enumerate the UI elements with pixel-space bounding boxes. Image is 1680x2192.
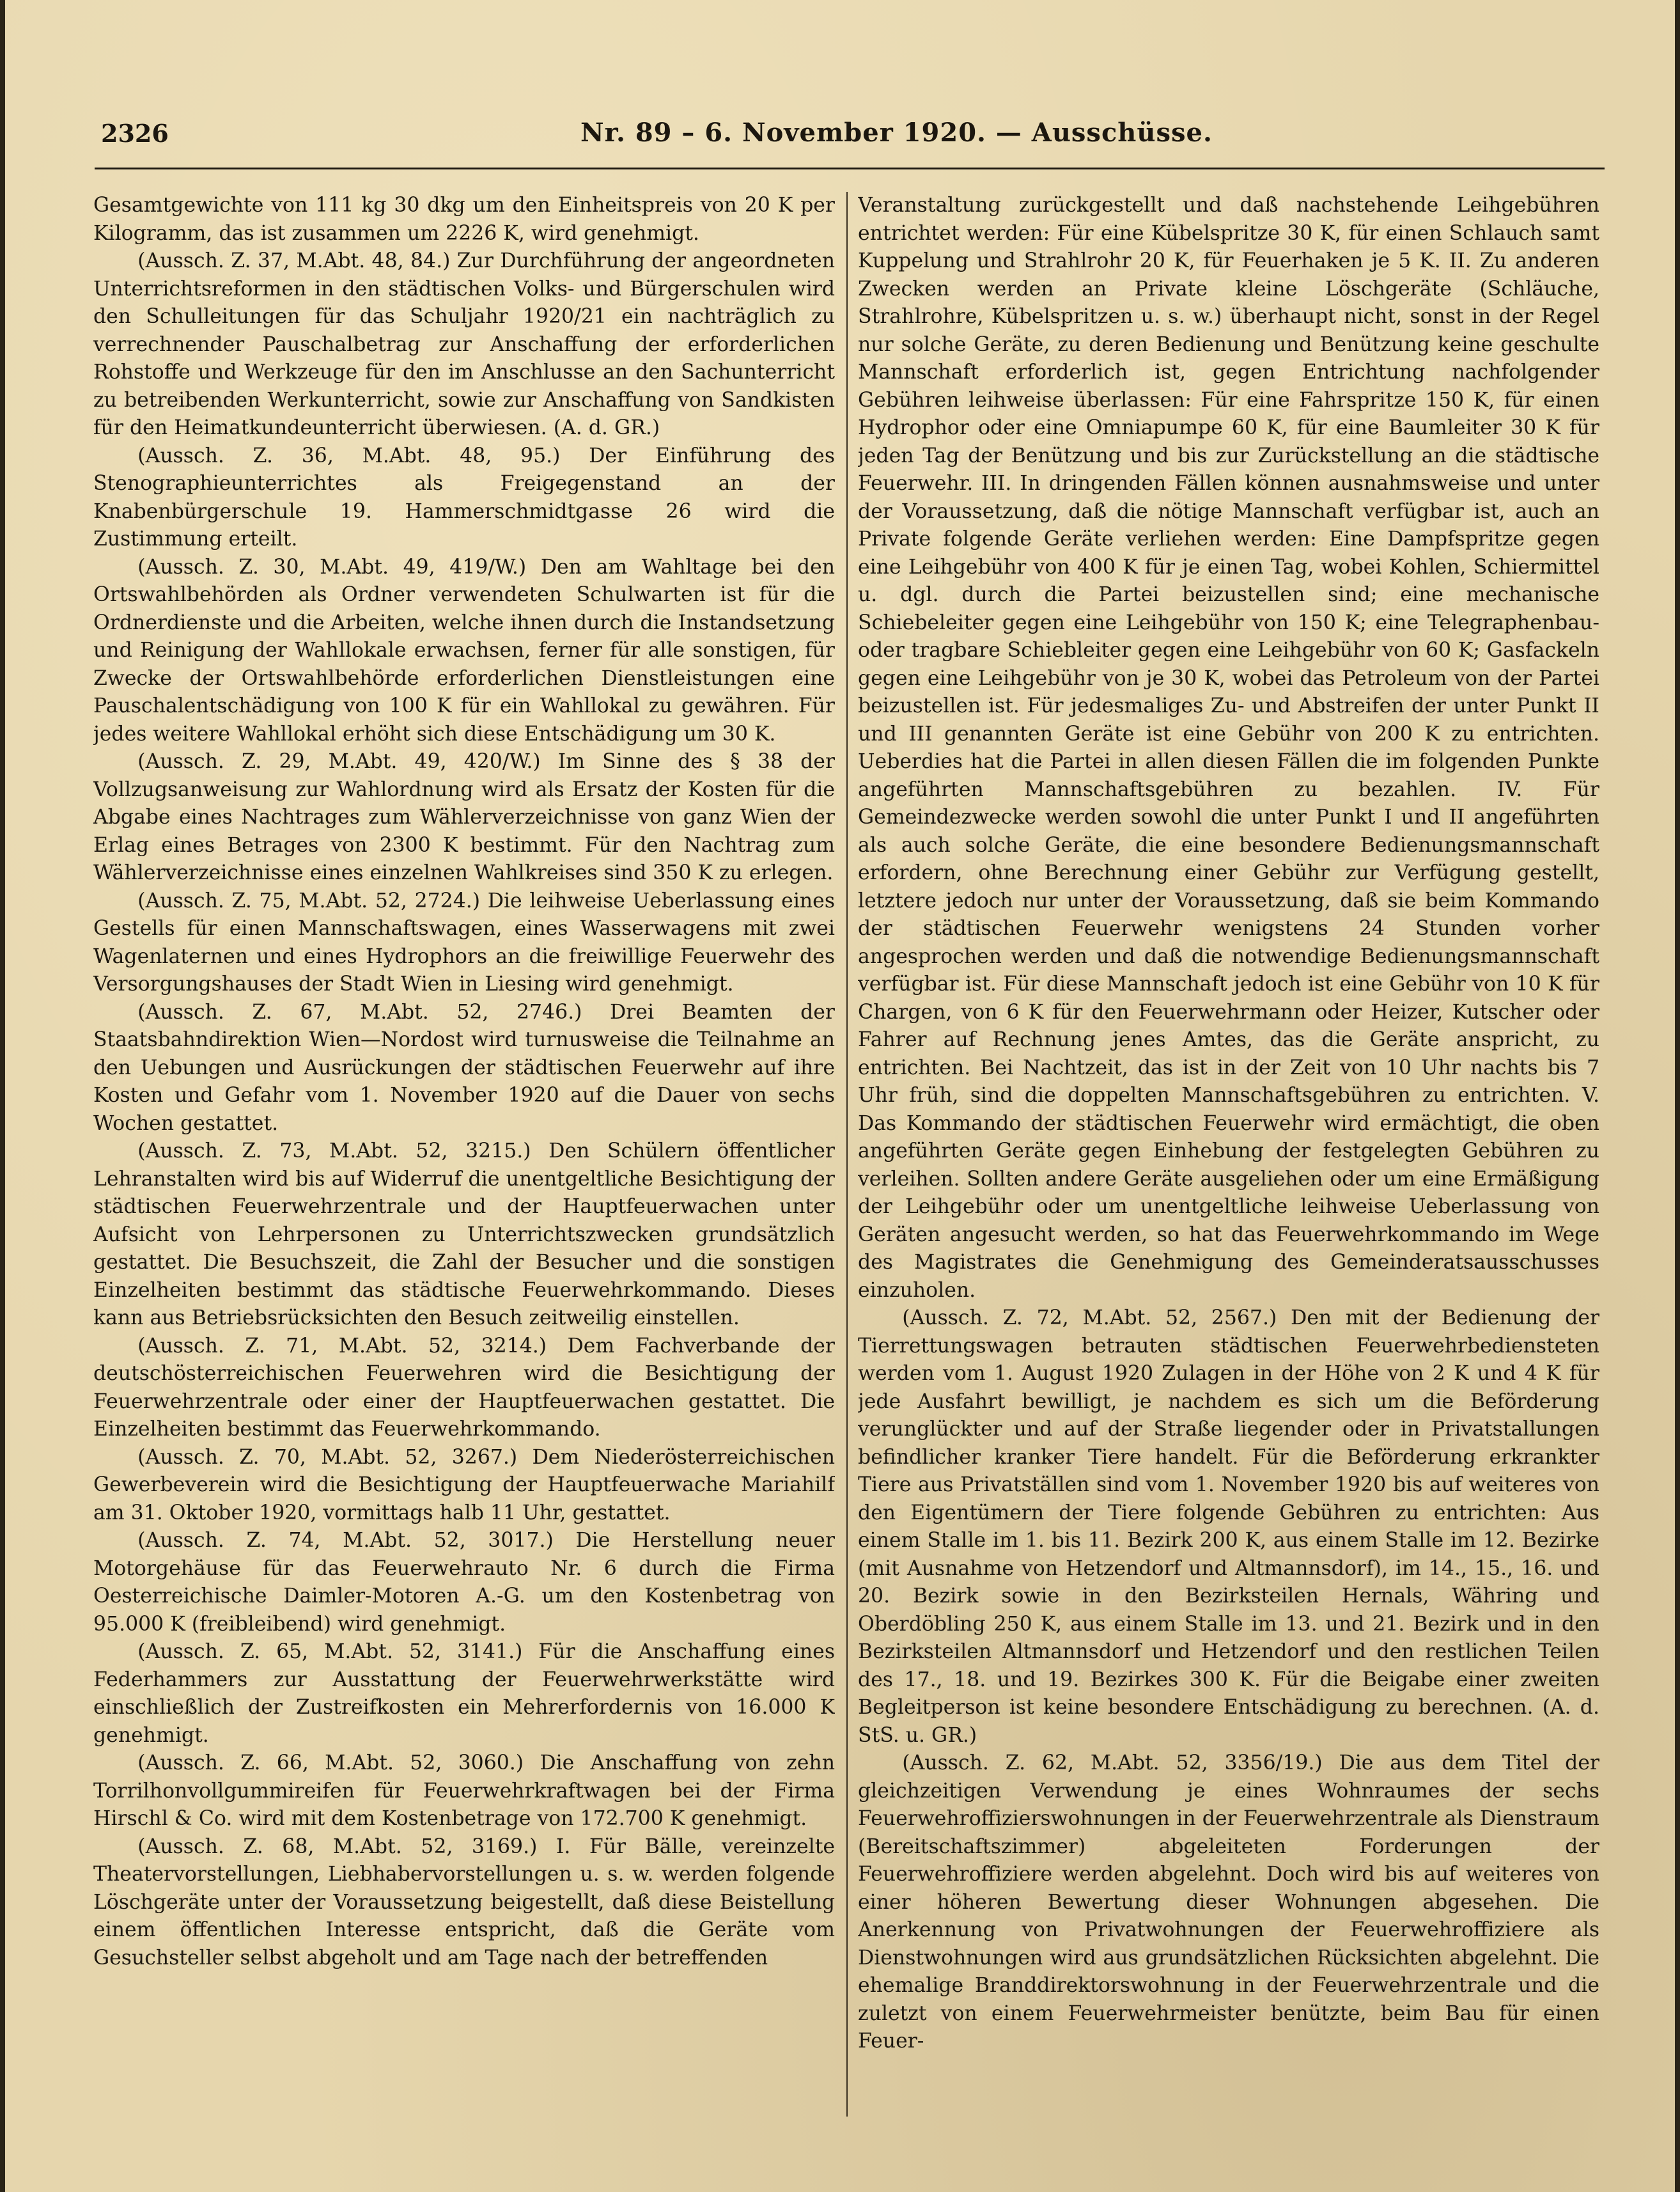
paragraph: (Aussch. Z. 73, M.Abt. 52, 3215.) Den Schülern öffentlicher Lehranstalten wird bis auf Widerruf die unentgeltliche Besichtigung der städtischen Feuerwehrzentrale und der Hauptfeuerwachen unter Aufsicht von Lehrpersonen zu Unterrichtszwecken grundsätzlich gestattet. Die Besuchszeit, die Zahl der Besucher und die sonstigen Einzelheiten bestimmt das städtische Feuerwehrkommando. Dieses kann aus Betriebsrücksichten den Besuch zeitweilig einstellen. (93, 1139, 835, 1329)
page-header (95, 115, 1605, 160)
running-head: Nr. 89 – 6. November 1920. — Ausschüsse. (580, 118, 1213, 148)
paragraph: Gesamtgewichte von 111 kg 30 dkg um den Einheitspreis von 20 K per Kilogramm, das ist zusammen um 2226 K, wird genehmigt. (93, 194, 835, 245)
paragraph: (Aussch. Z. 36, M.Abt. 48, 95.) Der Einführung des Stenographieunterrichtes als Freigegenstand an der Knabenbürgerschule 19. Hammerschmidtgasse 26 wird die Zustimmung erteilt. (93, 444, 835, 551)
paragraph: (Aussch. Z. 30, M.Abt. 49, 419/W.) Den am Wahltage bei den Ortswahlbehörden als Ordner verwendeten Schulwarten ist für die Ordnerdienste und die Arbeiten, welche ihnen durch die Instandsetzung und Reinigung der Wahllokale erwachsen, ferner für alle sonstigen, für Zwecke der Ortswahlbehörde erforderlichen Dienstleistungen eine Pauschalentschädigung von 100 K für ein Wahllokal zu gewähren. Für jedes weitere Wahllokal erhöht sich diese Entschädigung um 30 K. (93, 555, 835, 746)
newspaper-page (5, 0, 1675, 2192)
paragraph: (Aussch. Z. 29, M.Abt. 49, 420/W.) Im Sinne des § 38 der Vollzugsanweisung zur Wahlordnung wird als Ersatz der Kosten für die Abgabe eines Nachtrages zum Wählerverzeichnisse von ganz Wien der Erlag eines Betrages von 2300 K bestimmt. Für den Nachtrag zum Wählerverzeichnisse eines einzelnen Wahlkreises sind 350 K zu erlegen. (93, 750, 835, 884)
paragraph: (Aussch. Z. 37, M.Abt. 48, 84.) Zur Durchführung der angeordneten Unterrichtsreformen in den städtischen Volks- und Bürgerschulen wird den Schulleitungen für das Schuljahr 1920/21 ein nachträglich zu verrechnender Pauschalbetrag zur Anschaffung der erforderlichen Rohstoffe und Werkzeuge für den im Anschlusse an den Sachunterricht zu betreibenden Werkunterricht, sowie zur Anschaffung von Sandkisten für den Heimatkundeunterricht überwiesen. (A. d. GR.) (93, 249, 835, 439)
paragraph: (Aussch. Z. 75, M.Abt. 52, 2724.) Die leihweise Ueberlassung eines Gestells für einen Mannschaftswagen, eines Wasserwagens mit zwei Wagenlaternen und eines Hydrophors an die freiwillige Feuerwehr des Versorgungshauses der Stadt Wien in Liesing wird genehmigt. (93, 889, 835, 996)
paragraph: (Aussch. Z. 72, M.Abt. 52, 2567.) Den mit der Bedienung der Tierrettungswagen betrauten städtischen Feuerwehrbediensteten werden vom 1. August 1920 Zulagen in der Höhe von 2 K und 4 K für jede Ausfahrt bewilligt, je nachdem es sich um die Beförderung verunglückter und auf der Straße liegender oder in Privatstallungen befindlicher kranker Tiere handelt. Für die Beförderung erkrankter Tiere aus Privatställen sind vom 1. November 1920 bis auf weiteres von den Eigentümern der Tiere folgende Gebühren zu entrichten: Aus einem Stalle im 1. bis 11. Bezirk 200 K, aus einem Stalle im 12. Bezirke (mit Ausnahme von Hetzendorf und Altmannsdorf), im 14., 15., 16. und 20. Bezirk sowie in den Bezirksteilen Hernals, Währing und Oberdöbling 250 K, aus einem Stalle im 13. und 21. Bezirk und in den Bezirksteilen Altmannsdorf und Hetzendorf und den restlichen Teilen des 17., 18. und 19. Bezirkes 300 K. Für die Beigabe einer zweiten Begleitperson ist keine besondere Entschädigung zu berechnen. (A. d. StS. u. GR.) (858, 1306, 1599, 1747)
left-column (93, 192, 835, 2129)
paragraph: (Aussch. Z. 70, M.Abt. 52, 3267.) Dem Niederösterreichischen Gewerbeverein wird die Besichtigung der Hauptfeuerwache Mariahilf am 31. Oktober 1920, vormittags halb 11 Uhr, gestattet. (93, 1445, 835, 1524)
paragraph: Veranstaltung zurückgestellt und daß nachstehende Leihgebühren entrichtet werden: Für eine Kübelspritze 30 K, für einen Schlauch samt Kuppelung und Strahlrohr 20 K, für Feuerhaken je 5 K. II. Zu anderen Zwecken werden an Private kleine Löschgeräte (Schläuche, Strahlrohre, Kübelspritzen u. s. w.) überhaupt nicht, sonst in der Regel nur solche Geräte, zu deren Bedienung und Benützung keine geschulte Mannschaft erforderlich ist, gegen Entrichtung nachfolgender Gebühren leihweise überlassen: Für eine Fahrspritze 150 K, für einen Hydrophor oder eine Omniapumpe 60 K, für eine Baumleiter 30 K für jeden Tag der Benützung und bis zur Zurückstellung an die städtische Feuerwehr. III. In dringenden Fällen können ausnahmsweise und unter der Voraussetzung, daß die nötige Mannschaft verfügbar ist, auch an Private folgende Geräte verliehen werden: Eine Dampfspritze gegen eine Leihgebühr von 400 K für je einen Tag, wobei Kohlen, Schiermittel u. dgl. durch die Partei beizustellen sind; eine mechanische Schiebeleiter gegen eine Leihgebühr von 150 K; eine Telegraphenbau- oder tragbare Schiebleiter gegen eine Leihgebühr von 60 K; Gasfackeln gegen eine Leihgebühr von je 30 K, wobei das Petroleum von der Partei beizustellen ist. Für jedesmaliges Zu- und Abstreifen der unter Punkt II und III genannten Geräte ist eine Gebühr von 200 K zu entrichten. Ueberdies hat die Partei in allen diesen Fällen die im folgenden Punkte angeführten Mannschaftsgebühren zu bezahlen. IV. Für Gemeindezwecke werden sowohl die unter Punkt I und II angeführten als auch solche Geräte, die eine besondere Bedienungsmannschaft erfordern, ohne Berechnung einer Gebühr zur Verfügung gestellt, letztere jedoch nur unter der Voraussetzung, daß sie beim Kommando der städtischen Feuerwehr wenigstens 24 Stunden vorher angesprochen werden und daß die notwendige Bedienungsmannschaft verfügbar ist. Für diese Mannschaft jedoch ist eine Gebühr von 10 K für Chargen, von 6 K für den Feuerwehrmann oder Heizer, Kutscher oder Fahrer auf Rechnung jenes Amtes, das die Geräte anspricht, zu entrichten. Bei Nachtzeit, das ist in der Zeit von 10 Uhr nachts bis 7 Uhr früh, sind die doppelten Mannschaftsgebühren zu entrichten. V. Das Kommando der städtischen Feuerwehr wird ermächtigt, die oben angeführten Geräte gegen Einhebung der festgelegten Gebühren zu verleihen. Sollten andere Geräte ausgeliehen oder um eine Ermäßigung der Leihgebühr oder um unentgeltliche leihweise Ueberlassung von Geräten angesucht werden, so hat das Feuerwehrkommando im Wege des Magistrates die Genehmigung des Gemeinderatsausschusses einzuholen. (858, 194, 1599, 1302)
right-column (858, 192, 1599, 2129)
paragraph: (Aussch. Z. 67, M.Abt. 52, 2746.) Drei Beamten der Staatsbahndirektion Wien—Nordost wird turnusweise die Teilnahme an den Uebungen und Ausrückungen der städtischen Feuerwehr auf ihre Kosten und Gefahr vom 1. November 1920 auf die Dauer von sechs Wochen gestattet. (93, 1000, 835, 1135)
paragraph: (Aussch. Z. 66, M.Abt. 52, 3060.) Die Anschaffung von zehn Torrilhonvollgummireifen für Feuerwehrkraftwagen bei der Firma Hirschl & Co. wird mit dem Kostenbetrage von 172.700 K genehmigt. (93, 1751, 835, 1830)
header-rule (95, 168, 1605, 169)
paragraph: (Aussch. Z. 68, M.Abt. 52, 3169.) I. Für Bälle, vereinzelte Theatervorstellungen, Liebhabervorstellungen u. s. w. werden folgende Löschgeräte unter der Voraussetzung beigestellt, daß diese Beistellung einem öffentlichen Interesse entspricht, daß die Geräte vom Gesuchsteller selbst abgeholt und am Tage nach der betreffenden (93, 1835, 835, 1969)
paragraph: (Aussch. Z. 74, M.Abt. 52, 3017.) Die Herstellung neuer Motorgehäuse für das Feuerwehrauto Nr. 6 durch die Firma Oesterreichische Daimler-Motoren A.-G. um den Kostenbetrag von 95.000 K (freibleibend) wird genehmigt. (93, 1529, 835, 1636)
paragraph: (Aussch. Z. 71, M.Abt. 52, 3214.) Dem Fachverbande der deutschösterreichischen Feuerwehren wird die Besichtigung der Feuerwehrzentrale oder einer der Hauptfeuerwachen gestattet. Die Einzelheiten bestimmt das Feuerwehrkommando. (93, 1334, 835, 1441)
column-divider (846, 192, 848, 2117)
page-number: 2326 (101, 119, 169, 148)
paragraph: (Aussch. Z. 62, M.Abt. 52, 3356/19.) Die aus dem Titel der gleichzeitigen Verwendung je eines Wohnraumes der sechs Feuerwehroffizierswohnungen in der Feuerwehrzentrale als Dienstraum (Bereitschaftszimmer) abgeleiteten Forderungen der Feuerwehroffiziere werden abgelehnt. Doch wird bis auf weiteres von einer höheren Bewertung dieser Wohnungen abgesehen. Die Anerkennung von Privatwohnungen der Feuerwehroffiziere als Dienstwohnungen wird aus grundsätzlichen Rücksichten abgelehnt. Die ehemalige Branddirektorswohnung in der Feuerwehrzentrale und die zuletzt von einem Feuerwehrmeister benützte, beim Bau für einen Feuer- (858, 1751, 1599, 2053)
paragraph: (Aussch. Z. 65, M.Abt. 52, 3141.) Für die Anschaffung eines Federhammers zur Ausstattung der Feuerwehrwerkstätte wird einschließlich der Zustreifkosten ein Mehrerfordernis von 16.000 K genehmigt. (93, 1640, 835, 1747)
